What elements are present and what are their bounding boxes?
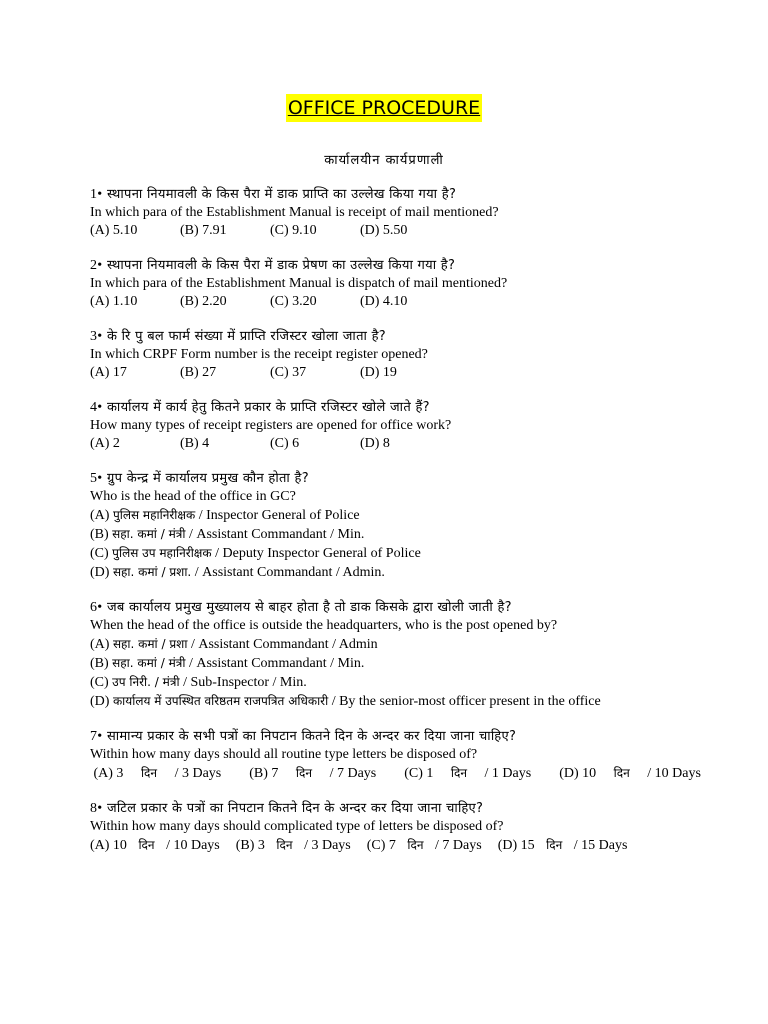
question-hindi xyxy=(90,399,690,417)
option-hindi: दिन xyxy=(546,838,563,852)
option-english: / Sub-Inspector / Min. xyxy=(179,675,307,690)
question-2 xyxy=(90,257,690,311)
option-english: / 7 Days xyxy=(431,838,482,853)
question-hindi-text: सामान्य प्रकार के सभी पत्रों का निपटान कितने दिन के अन्दर कर दिया जाना चाहिए? xyxy=(106,729,517,744)
option-hindi: पुलिस उप महानिरीक्षक xyxy=(112,546,212,560)
question-hindi-text: कार्यालय में कार्य हेतु कितने प्रकार के प्राप्ति रजिस्टर खोले जाते हैं? xyxy=(106,400,430,415)
option-english: / By the senior-most officer present in the office xyxy=(328,694,601,709)
option-english: / 3 Days xyxy=(300,838,351,853)
question-hindi xyxy=(90,728,690,746)
option-letter: (C) 7 xyxy=(366,838,400,853)
option-hindi: उप निरी. / मंत्री xyxy=(112,675,180,689)
option-english: / 10 Days xyxy=(162,838,220,853)
option-hindi: दिन xyxy=(450,766,468,780)
question-english: In which para of the Establishment Manual is receipt of mail mentioned? xyxy=(90,205,499,220)
option-letter: (D) xyxy=(90,565,113,580)
option-b xyxy=(90,654,690,673)
option-english: / 3 Days xyxy=(171,766,222,781)
option-d: (D) 8 xyxy=(360,436,390,451)
option-letter: (C) xyxy=(90,675,113,690)
option-d xyxy=(90,563,690,582)
question-english: Within how many days should all routine type letters be disposed of? xyxy=(90,747,478,762)
question-number: 6• xyxy=(90,600,103,615)
option-d xyxy=(90,692,690,711)
option-d: (D) 5.50 xyxy=(360,223,408,238)
option-letter: (B) 3 xyxy=(235,838,269,853)
question-hindi xyxy=(90,470,690,488)
question-list xyxy=(90,186,701,872)
option-letter: (D) 15 xyxy=(497,838,539,853)
option-c: (C) 9.10 xyxy=(270,223,317,238)
question-hindi-text: स्थापना नियमावली के किस पैरा में डाक प्रेषण का उल्लेख किया गया है? xyxy=(106,258,456,273)
option-letter: (A) 3 xyxy=(93,766,127,781)
option-english: / Assistant Commandant / Min. xyxy=(185,527,365,542)
question-hindi-text: जब कार्यालय प्रमुख मुख्यालय से बाहर होता है तो डाक किसके द्वारा खोली जाती है? xyxy=(106,600,512,615)
question-hindi-text: जटिल प्रकार के पत्रों का निपटान कितने दिन के अन्दर कर दिया जाना चाहिए? xyxy=(106,801,484,816)
option-english: / 10 Days xyxy=(643,766,701,781)
option-hindi: सहा. कमां / मंत्री xyxy=(112,527,186,541)
question-3 xyxy=(90,328,690,382)
question-hindi-text: ग्रुप केन्द्र में कार्यालय प्रमुख कौन होता है? xyxy=(106,471,309,486)
option-b xyxy=(90,525,690,544)
option-b xyxy=(249,764,390,783)
option-b: (B) 7.91 xyxy=(180,223,227,238)
options-row xyxy=(90,764,701,783)
option-hindi: दिन xyxy=(295,766,313,780)
option-english: / 15 Days xyxy=(570,838,628,853)
option-letter: (D) 10 xyxy=(559,766,600,781)
title-container xyxy=(0,94,768,122)
option-english: / Assistant Commandant / Admin xyxy=(187,637,378,652)
option-letter: (C) 1 xyxy=(404,766,437,781)
option-a xyxy=(90,764,235,783)
question-hindi xyxy=(90,186,690,204)
option-c xyxy=(90,673,690,692)
question-english: How many types of receipt registers are opened for office work? xyxy=(90,418,452,433)
option-english: / Assistant Commandant / Min. xyxy=(185,656,365,671)
option-d xyxy=(498,836,636,855)
question-8 xyxy=(90,800,690,855)
options-row xyxy=(90,836,690,855)
option-c xyxy=(367,836,490,855)
question-english: When the head of the office is outside the headquarters, who is the post opened by? xyxy=(90,618,558,633)
question-1 xyxy=(90,186,690,240)
option-letter: (D) xyxy=(90,694,113,709)
option-hindi: दिन xyxy=(140,766,158,780)
options-row xyxy=(90,293,690,311)
question-hindi-text: के रि पु बल फार्म संख्या में प्राप्ति रजिस्टर खोला जाता है? xyxy=(106,329,387,344)
option-b: (B) 27 xyxy=(180,365,217,380)
option-letter: (A) xyxy=(90,508,113,523)
option-hindi: दिन xyxy=(138,838,155,852)
option-english: / Deputy Inspector General of Police xyxy=(211,546,421,561)
option-letter: (A) xyxy=(90,637,113,652)
options-row xyxy=(90,364,690,382)
option-c: (C) 3.20 xyxy=(270,294,317,309)
question-number: 3• xyxy=(90,329,103,344)
options-row xyxy=(90,222,690,240)
question-hindi xyxy=(90,257,690,275)
option-a: (A) 2 xyxy=(90,436,120,451)
option-letter: (C) xyxy=(90,546,113,561)
option-hindi: सहा. कमां / मंत्री xyxy=(112,656,186,670)
option-hindi: दिन xyxy=(276,838,293,852)
question-english: In which para of the Establishment Manual is dispatch of mail mentioned? xyxy=(90,276,508,291)
question-hindi-text: स्थापना नियमावली के किस पैरा में डाक प्राप्ति का उल्लेख किया गया है? xyxy=(106,187,457,202)
option-d: (D) 4.10 xyxy=(360,294,408,309)
option-hindi: कार्यालय में उपस्थित वरिष्ठतम राजपत्रित अधिकारी xyxy=(112,694,329,708)
question-english: Within how many days should complicated type of letters be disposed of? xyxy=(90,819,504,834)
question-hindi xyxy=(90,328,690,346)
option-hindi: दिन xyxy=(613,766,630,780)
question-number: 4• xyxy=(90,400,103,415)
question-4 xyxy=(90,399,690,453)
option-b: (B) 4 xyxy=(180,436,210,451)
option-letter: (B) xyxy=(90,656,113,671)
option-letter: (A) 10 xyxy=(90,838,131,853)
option-english: / 7 Days xyxy=(326,766,377,781)
question-5 xyxy=(90,470,690,582)
option-english: / Assistant Commandant / Admin. xyxy=(191,565,385,580)
question-6 xyxy=(90,599,690,711)
option-hindi: पुलिस महानिरीक्षक xyxy=(112,508,196,522)
option-c: (C) 6 xyxy=(270,436,300,451)
question-english: Who is the head of the office in GC? xyxy=(90,489,296,504)
option-a: (A) 5.10 xyxy=(90,223,138,238)
option-hindi: सहा. कमां / प्रशा xyxy=(112,637,188,651)
option-letter: (B) xyxy=(90,527,113,542)
option-english: / 1 Days xyxy=(481,766,532,781)
option-a: (A) 17 xyxy=(90,365,127,380)
option-c xyxy=(404,764,545,783)
options-row xyxy=(90,435,690,453)
option-hindi: दिन xyxy=(407,838,424,852)
option-a xyxy=(90,506,690,525)
option-a xyxy=(90,635,690,654)
question-number: 7• xyxy=(90,729,103,744)
question-number: 2• xyxy=(90,258,103,273)
option-a: (A) 1.10 xyxy=(90,294,138,309)
question-english: In which CRPF Form number is the receipt register opened? xyxy=(90,347,428,362)
page-title: OFFICE PROCEDURE xyxy=(286,94,482,122)
option-c: (C) 37 xyxy=(270,365,307,380)
option-english: / Inspector General of Police xyxy=(195,508,360,523)
option-d xyxy=(559,764,715,783)
option-b: (B) 2.20 xyxy=(180,294,227,309)
option-a xyxy=(90,836,228,855)
question-number: 8• xyxy=(90,801,103,816)
option-c xyxy=(90,544,690,563)
question-7 xyxy=(90,728,701,783)
option-d: (D) 19 xyxy=(360,365,397,380)
question-number: 5• xyxy=(90,471,103,486)
option-b xyxy=(236,836,359,855)
question-number: 1• xyxy=(90,187,103,202)
page-subtitle: कार्यालयीन कार्यप्रणाली xyxy=(324,153,444,168)
option-letter: (B) 7 xyxy=(249,766,282,781)
option-hindi: सहा. कमां / प्रशा. xyxy=(112,565,192,579)
question-hindi xyxy=(90,599,690,617)
question-hindi xyxy=(90,800,690,818)
